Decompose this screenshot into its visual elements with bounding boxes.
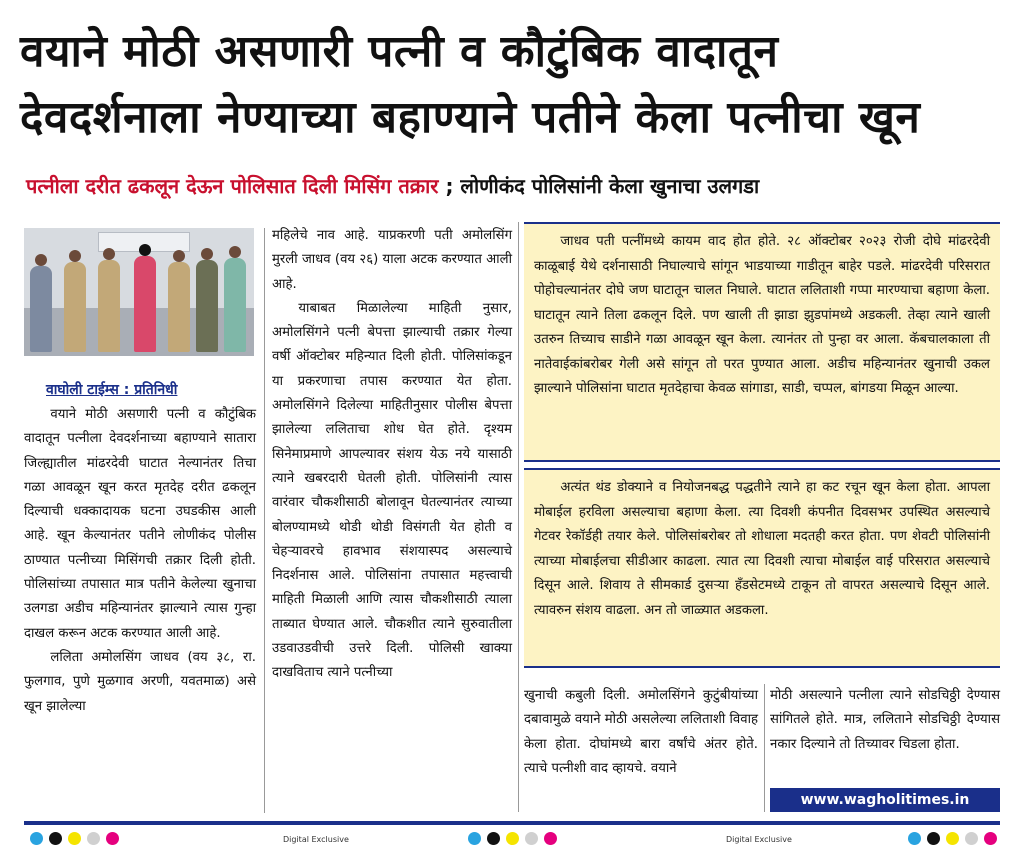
column-3-paragraph: खुनाची कबुली दिली. अमोलसिंगने कुटुंबीयांच्या दबावामुळे वयाने मोठी असलेल्या ललिताशी विवाह केला होता. दोघांमध्ये बारा वर्षांचे अंतर होते. त्याचे पत्नीशी वाद व्हायचे. वयाने (524, 688, 758, 776)
byline: वाघोली टाईम्स : प्रतिनिधी (46, 382, 178, 398)
column-divider (518, 222, 519, 812)
headline-line2: देवदर्शनाला नेण्याच्या बहाण्याने पतीने केला पत्नीचा खून (20, 92, 921, 143)
color-dot (506, 832, 519, 845)
photo-person (196, 260, 218, 352)
color-registration-dots-center (468, 832, 557, 846)
digital-exclusive-label: Digital Exclusive (283, 835, 349, 844)
color-registration-dots-right (908, 832, 997, 846)
highlight-box-2 (524, 468, 1000, 668)
digital-exclusive-label: Digital Exclusive (726, 835, 792, 844)
column-1 (24, 403, 256, 719)
color-dot (49, 832, 62, 845)
subheadline-black: ; लोणीकंद पोलिसांनी केला खुनाचा उलगडा (438, 174, 760, 198)
column-1-paragraph-2: ललिता अमोलसिंग जाधव (वय ३८, रा. फुलगाव, पुणे मुळगाव अरणी, यवतमाळ) असे खून झालेल्या (24, 649, 256, 714)
subheadline-red: पत्नीला दरीत ढकलून देऊन पोलिसात दिली मिसिंग तक्रार (26, 174, 439, 198)
color-dot (468, 832, 481, 845)
column-2 (272, 224, 512, 686)
column-2-paragraph-2: याबाबत मिळालेल्या माहिती नुसार, अमोलसिंगने पत्नी बेपत्ता झाल्याची तक्रार गेल्या वर्षी ऑक्टोबर महिन्यात दिली होती. पोलिसांकडून या प्रकरणाचा तपास करण्यात येत होता. अमोलसिंगने दिलेल्या माहितीनुसार पोलीस बेपत्ता झालेल्या ललिताचा शोध घेत होते. दृश्यम सिनेमाप्रमाणे आपल्यावर संशय येऊ नये यासाठी त्याने खबरदारी घेतली होती. पोलिसांनी त्यास वारंवार चौकशीसाठी बोलावून घेतल्यानंतर त्याच्या बोलण्यामध्ये थोडी थोडी विसंगती येत होती व चेहऱ्यावरचे हावभाव संशयास्पद असल्याचे निदर्शनास आले. पोलिसांना तपासात महत्त्वाची माहिती मिळाली आणि त्यास चौकशीसाठी त्याला ताब्यात घेण्यात आले. चौकशीत त्याने सुरुवातीला उडवाउडवीची उत्तरे दिली. पोलिसी खाक्या दाखविताच त्याने पत्नीच्या (272, 300, 512, 681)
photo-person (224, 258, 246, 352)
photo-person (98, 260, 120, 352)
photo-person (134, 256, 156, 352)
color-dot (87, 832, 100, 845)
column-divider (764, 684, 765, 812)
highlight-box-2-text: अत्यंत थंड डोक्याने व नियोजनबद्ध पद्धतीने त्याने हा कट रचून खून केला होता. आपला मोबाईल हरविला असल्याचा बहाणा केला. त्या दिवशी कंपनीत दिवसभर उपस्थित असल्याचे गेटवर रेकॉर्डही तयार केले. पोलिसांबरोबर तो शोधाला मदतही करत होता. पण शेवटी पोलिसांनी त्याच्या मोबाईलचा सीडीआर काढला. त्यात त्या दिवशी त्याचा मोबाईल वाई परिसरात असल्याचे दिसून आले. शिवाय ते सीमकार्ड दुसऱ्या हँडसेटमध्ये टाकून तो वापरत असल्याचे दिसून आले. त्यावरुन संशय वाढला. अन तो जाळ्यात अडकला. (534, 480, 990, 618)
color-dot (30, 832, 43, 845)
photo-person (168, 262, 190, 352)
color-dot (487, 832, 500, 845)
color-dot (984, 832, 997, 845)
highlight-box-1 (524, 222, 1000, 462)
color-dot (525, 832, 538, 845)
column-3 (524, 684, 758, 781)
color-dot (68, 832, 81, 845)
photo-person (64, 262, 86, 352)
footer-rule (24, 821, 1000, 825)
color-dot (908, 832, 921, 845)
column-4 (770, 684, 1000, 757)
color-dot (946, 832, 959, 845)
highlight-box-1-text: जाधव पती पत्नींमध्ये कायम वाद होत होते. २८ ऑक्टोबर २०२३ रोजी दोघे मांढरदेवी काळूबाई येथे दर्शनासाठी निघाल्याचे सांगून भाडयाच्या गाडीतून बाहेर पडले. मांढरदेवी परिसरात पोहोचल्यानंतर दोघे जण घाटातून चालत निघाले. घाटात ललिताशी गप्पा मारण्याचा बहाणा केला. घाटातून त्याने तिला ढकलून दिले. पण खाली ती झाडा झुडपांमध्ये अडकली. तेव्हा त्याने खाली उतरुन तिच्याच साडीने गळा आवळून खून केला. त्यानंतर तो पुन्हा वर आला. कॅबचालकाला ती नातेवाईकांबरोबर गेली असे सांगून तो परत पुण्यात आला. अडीच महिन्यानंतर खुनाची उकल झाल्याने पोलिसांना घाटात मृतदेहाचा केवळ सांगाडा, साडी, चप्पल, बांगडया मिळून आल्या. (534, 234, 990, 396)
column-1-paragraph-1: वयाने मोठी असणारी पत्नी व कौटुंबिक वादातून पत्नीला देवदर्शनाच्या बहाण्याने सातारा जिल्ह्यातील मांढरदेवी घाटात नेल्यानंतर तिचा गळा आवळून खून करत मृतदेह दरीत ढकलून दिल्याची धक्कादायक घटना उघडकीस आली आहे. खून केल्यानंतर पतीने लोणीकंद पोलीस ठाण्यात पत्नीच्या मिसिंगची तक्रार दिली होती. पोलिसांच्या तपासात मात्र पतीने केलेल्या खुनाचा उलगडा अडीच महिन्यानंतर झाल्याने त्यास गुन्हा दाखल करून अटक करण्यात आली आहे. (24, 407, 256, 641)
color-dot (927, 832, 940, 845)
news-photo (24, 228, 254, 356)
column-divider (264, 228, 265, 813)
column-4-paragraph: मोठी असल्याने पत्नीला त्याने सोडचिठ्ठी देण्यास सांगितले होते. मात्र, ललिताने सोडचिठ्ठी देण्यास नकार दिल्याने तो तिच्यावर चिडला होता. (770, 688, 1000, 752)
photo-person (30, 266, 52, 352)
headline-line1: वयाने मोठी असणारी पत्नी व कौटुंबिक वादातून (20, 26, 779, 77)
color-dot (965, 832, 978, 845)
subheadline (26, 172, 1016, 199)
column-2-paragraph-1: महिलेचे नाव आहे. याप्रकरणी पती अमोलसिंग मुरली जाधव (वय २६) याला अटक करण्यात आली आहे. (272, 228, 512, 292)
color-dot (544, 832, 557, 845)
website-url[interactable]: www.wagholitimes.in (770, 788, 1000, 812)
color-dot (106, 832, 119, 845)
color-registration-dots-left (30, 832, 119, 846)
